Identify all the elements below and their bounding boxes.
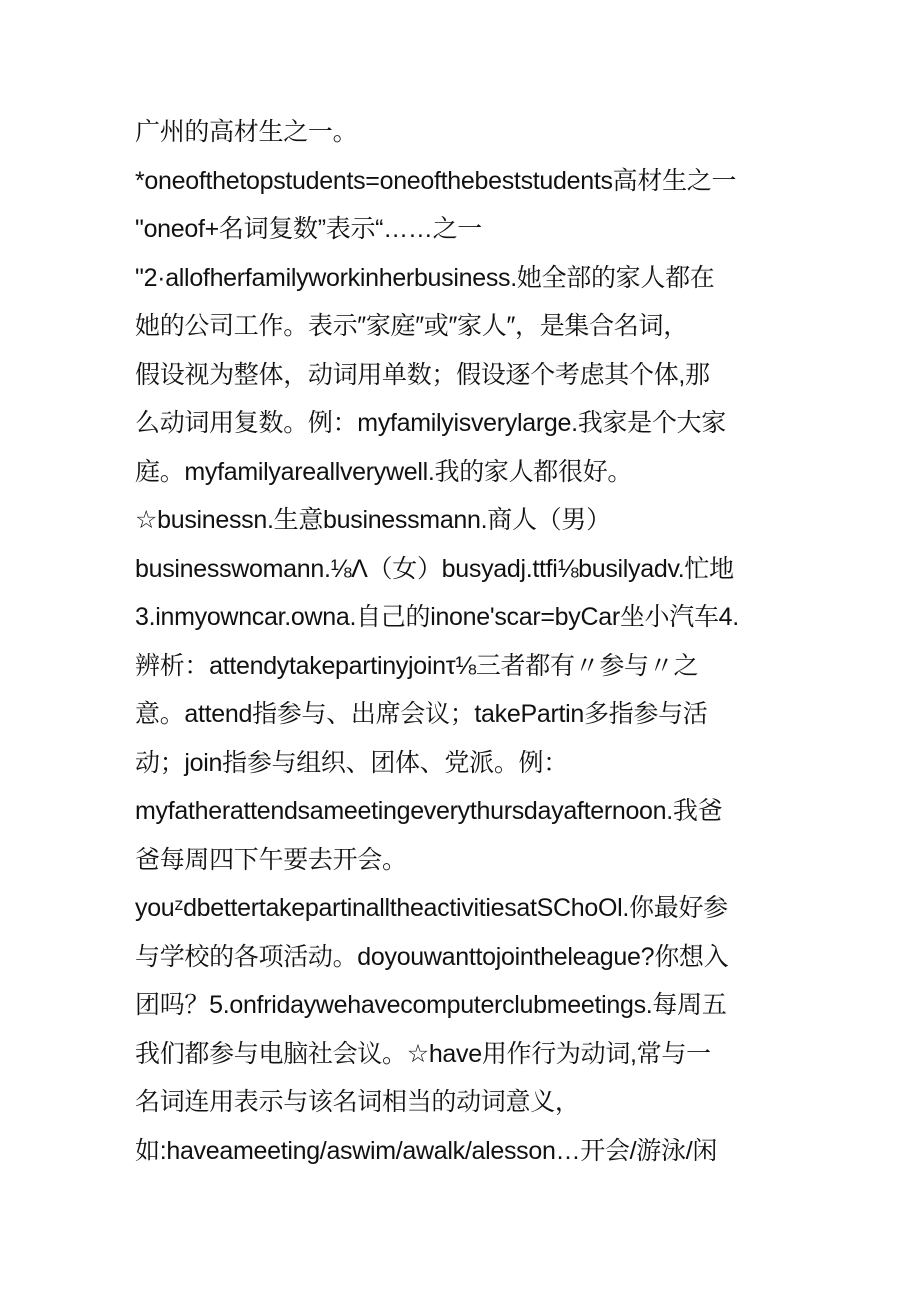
text-line: 与学校的各项活动。doyouwanttojointheleague?你想入 (135, 942, 729, 971)
text-line: 广州的高材生之一。 (135, 118, 358, 146)
text-line: 动；join指参与组织、团体、党派。例： (135, 748, 568, 777)
text-line: 假设视为整体，动词用单数；假设逐个考虑其个体,那 (135, 360, 710, 389)
text-line: 团吗？5.onfridaywehavecomputerclubmeetings.每周五 (135, 991, 727, 1019)
text-line: "oneof+名词复数”表示“……之一 (135, 215, 482, 243)
text-line: myfatherattendsameetingeverythursdayafternoon.我爸 (135, 797, 723, 825)
text-line: 名词连用表示与该名词相当的动词意义， (135, 1088, 580, 1116)
text-line: "2·allofherfamilyworkinherbusiness.她全部的家人都在 (135, 263, 715, 292)
text-line: 辨析：attendytakepartinyjoinτ⅛三者都有〃参与〃之 (135, 651, 699, 680)
text-line: 爸每周四下午要去开会。 (135, 845, 407, 874)
text-line: 她的公司工作。表示″家庭″或″家人″，是集合名词， (135, 312, 688, 340)
text-line: ☆businessn.生意businessmann.商人（男） (135, 506, 611, 534)
text-line: *oneofthetopstudents=oneofthebeststudents高材生之一 (135, 166, 737, 195)
body-text (135, 108, 795, 1175)
text-line: 我们都参与电脑社会议。☆have用作行为动词,常与一 (135, 1039, 711, 1068)
text-line: businesswomann.⅛Λ（女）busyadj.ttfi⅛busilyadv.忙地 (135, 554, 734, 583)
text-line: 么动词用复数。例：myfamilyisverylarge.我家是个大家 (135, 409, 726, 437)
text-line: 庭。myfamilyareallverywell.我的家人都很好。 (135, 457, 633, 486)
text-line: 意。attend指参与、出席会议；takePartin多指参与活 (135, 700, 708, 728)
text-line: youᶻdbettertakepartinalltheactivitiesatSChoOl.你最好参 (135, 894, 728, 922)
text-line: 3.inmyowncar.owna.自己的inone'scar=byCar坐小汽车4. (135, 603, 739, 631)
text-line: 如:haveameeting/aswim/awalk/alesson…开会/游泳/闲 (135, 1136, 718, 1165)
